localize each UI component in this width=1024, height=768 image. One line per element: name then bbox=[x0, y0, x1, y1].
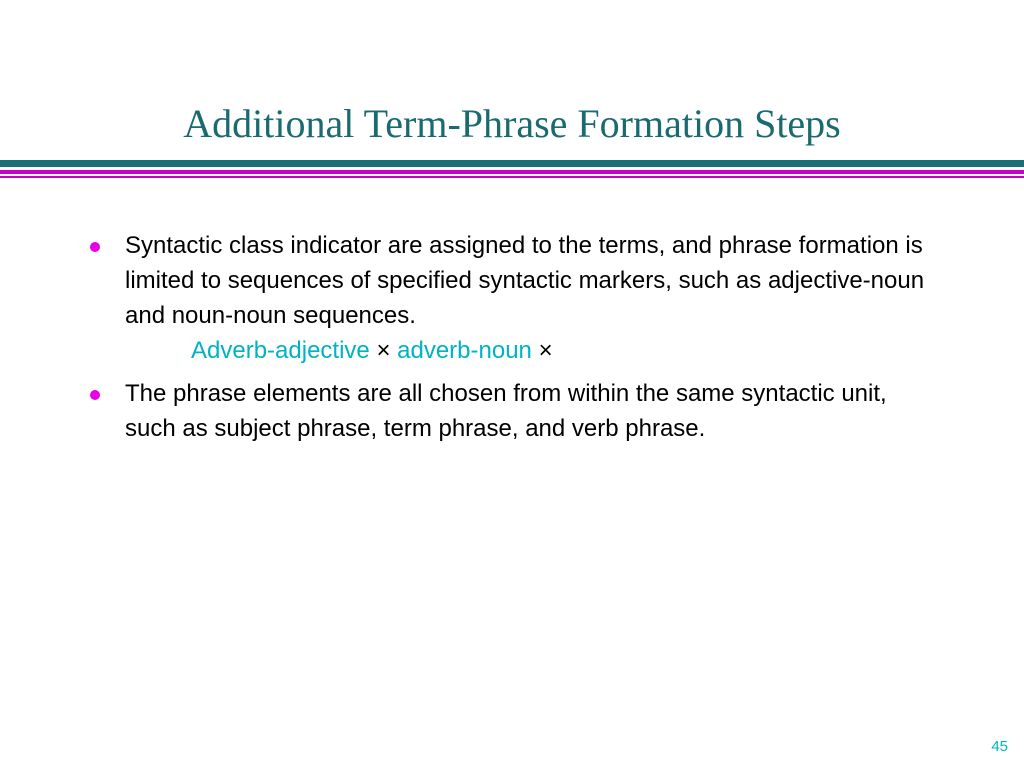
times-icon: × bbox=[376, 337, 391, 364]
bullet-item bbox=[0, 376, 1024, 446]
slide-title: Additional Term-Phrase Formation Steps bbox=[183, 101, 841, 146]
bullet-dot-icon bbox=[90, 242, 100, 252]
title-rule-magenta bbox=[0, 170, 1024, 174]
bullet-list bbox=[0, 228, 1024, 446]
bullet-text: Syntactic class indicator are assigned to the terms, and phrase formation is limited to sequences of specified syntactic markers, such as adjective-noun and noun-noun sequences. bbox=[125, 232, 925, 329]
page-number: 45 bbox=[991, 738, 1008, 755]
times-icon: × bbox=[538, 337, 553, 364]
title-rule-magenta-thin bbox=[0, 176, 1024, 178]
title-rule-teal bbox=[0, 160, 1024, 167]
bullet-text: The phrase elements are all chosen from within the same syntactic unit, such as subject phrase, term phrase, and verb phrase. bbox=[125, 380, 887, 442]
bullet-dot-icon bbox=[90, 390, 100, 400]
example-adverb-adjective: Adverb-adjective bbox=[191, 337, 370, 364]
example-adverb-noun: adverb-noun bbox=[397, 337, 532, 364]
example-line bbox=[0, 333, 944, 368]
bullet-item bbox=[0, 228, 1024, 368]
